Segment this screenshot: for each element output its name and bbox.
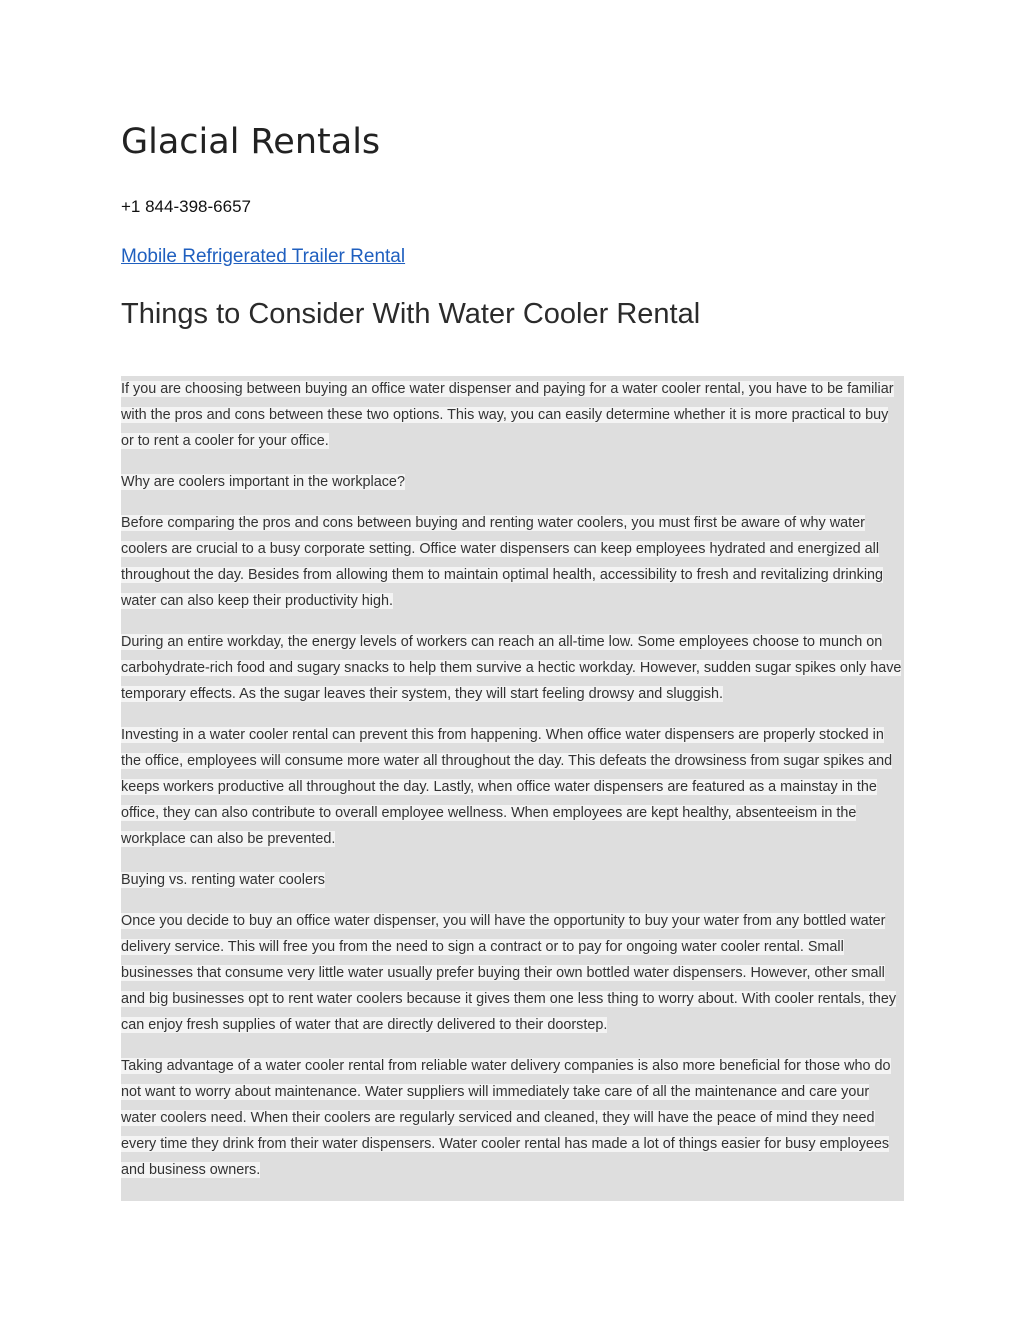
paragraph-text: Investing in a water cooler rental can prevent this from happening. When office water dispensers are properly stocked in the office, employees will consume more water all throughout the day. This defeats the drowsiness from sugar spikes and keeps workers productive all throughout the day. Lastly, when office water dispensers are featured as a mainstay in the office, they can also contribute to overall employee wellness. When employees are kept healthy, absenteeism in the workplace can also be prevented. — [121, 727, 893, 847]
refrigerated-trailer-rental-link[interactable]: Mobile Refrigerated Trailer Rental — [121, 246, 406, 267]
article-heading: Things to Consider With Water Cooler Rental — [121, 298, 701, 330]
subheading-why-coolers — [121, 469, 904, 495]
paragraph-importance — [121, 510, 904, 614]
paragraph-text: If you are choosing between buying an office water dispenser and paying for a water cooler rental, you have to be familiar with the pros and cons between these two options. This way, you can easily determine whether it is more practical to buy or to rent a cooler for your office. — [121, 381, 894, 449]
paragraph-maintenance — [121, 1053, 904, 1183]
paragraph-buying — [121, 908, 904, 1038]
site-title: Glacial Rentals — [121, 122, 381, 162]
paragraph-text: During an entire workday, the energy levels of workers can reach an all-time low. Some employees choose to munch on carbohydrate-rich food and sugary snacks to help them survive a hectic workday. However, sudden sugar spikes only have temporary effects. As the sugar leaves their system, they will start feeling drowsy and sluggish. — [121, 634, 902, 702]
subheading-buying-vs-renting — [121, 867, 904, 893]
paragraph-text: Why are coolers important in the workplace? — [121, 474, 405, 490]
paragraph-text: Once you decide to buy an office water dispenser, you will have the opportunity to buy your water from any bottled water delivery service. This will free you from the need to sign a contract or to pay for ongoing water cooler rental. Small businesses that consume very little water usually prefer buying their own bottled water dispensers. However, other small and big businesses opt to rent water coolers because it gives them one less thing to worry about. With cooler rentals, they can enjoy fresh supplies of water that are directly delivered to their doorstep. — [121, 913, 897, 1033]
paragraph-text: Buying vs. renting water coolers — [121, 872, 325, 888]
paragraph-intro — [121, 376, 904, 454]
article-body — [121, 376, 904, 1201]
paragraph-text: Before comparing the pros and cons between buying and renting water coolers, you must first be aware of why water coolers are crucial to a busy corporate setting. Office water dispensers can keep employees hydrated and energized all throughout the day. Besides from allowing them to maintain optimal health, accessibility to fresh and revitalizing drinking water can also keep their productivity high. — [121, 515, 884, 609]
paragraph-energy-levels — [121, 629, 904, 707]
paragraph-text: Taking advantage of a water cooler rental from reliable water delivery companies is also more beneficial for those who do not want to worry about maintenance. Water suppliers will immediately take care of all the maintenance and care your water coolers need. When their coolers are regularly serviced and cleaned, they will have the peace of mind they need every time they drink from their water dispensers. Water cooler rental has made a lot of things easier for busy employees and business owners. — [121, 1058, 891, 1178]
phone-number: +1 844-398-6657 — [121, 197, 251, 216]
paragraph-investing — [121, 722, 904, 852]
